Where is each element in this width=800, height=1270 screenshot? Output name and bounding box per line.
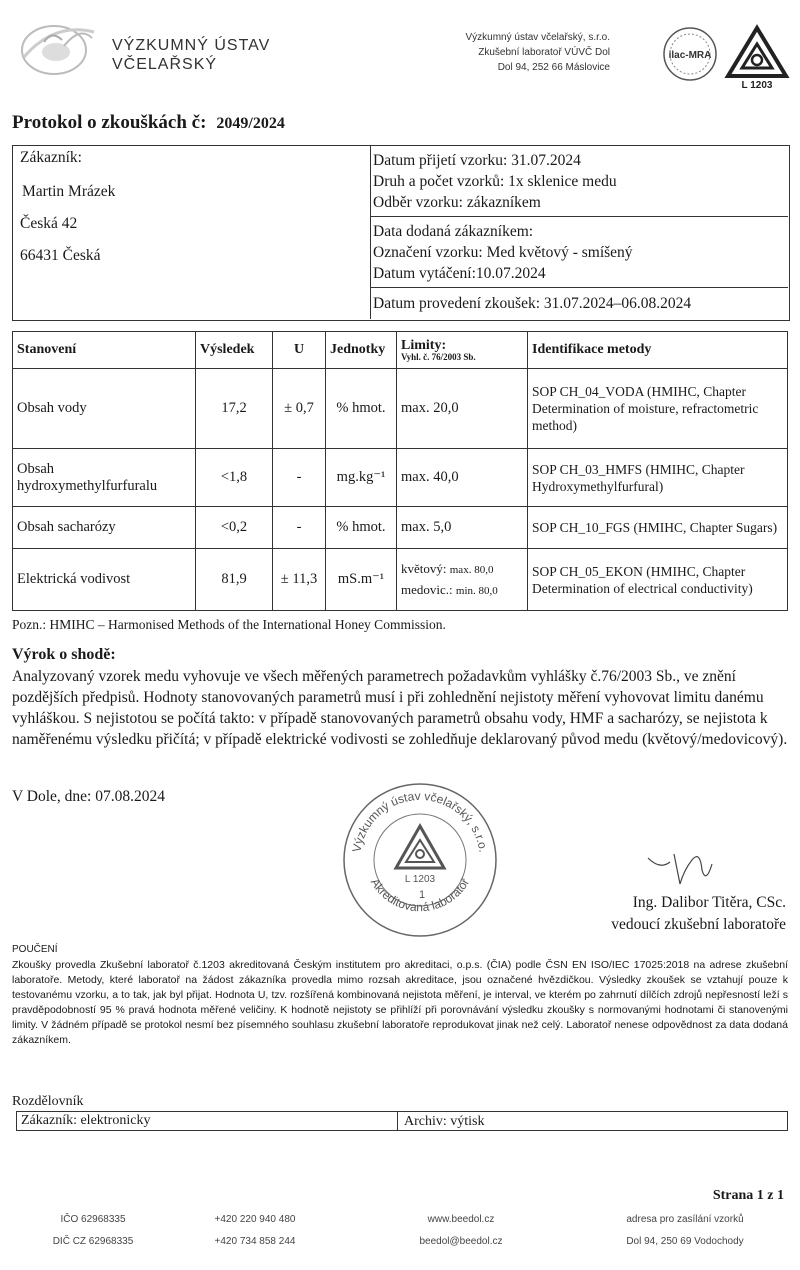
customer-panel [12,145,371,319]
stamp-digit: 1 [418,889,426,901]
row-result: <1,8 [196,449,273,507]
handwritten-signature [640,840,730,890]
footer-ids [48,1209,138,1253]
customer-city: 66431 Česká [20,247,101,264]
footer-phone1: +420 220 940 480 [214,1214,296,1225]
table-header-row [13,332,788,369]
instruction-heading: POUČENÍ [12,944,58,955]
divider [371,287,788,288]
row-limit: max. 20,0 [397,369,528,449]
header-unit: Jednotky [326,332,397,369]
table-note: Pozn.: HMIHC – Harmonised Methods of the International Honey Commission. [12,617,446,632]
customer-data-label: Data dodaná zákazníkem: [373,223,534,240]
distribution-customer: Zákazník: elektronicky [21,1113,151,1128]
results-table [12,331,788,611]
accreditation-number: L 1203 [741,80,773,90]
customer-street: Česká 42 [20,215,78,232]
row-limit [397,549,528,611]
customer-data [373,221,786,284]
header-limit-label: Limity: [401,337,447,353]
footer-dic: DIČ CZ 62968335 [52,1236,134,1247]
row-unit: mg.kg⁻¹ [326,449,397,507]
sample-marking: Označení vzorku: Med květový - smíšený [373,244,633,261]
place-date: V Dole, dne: 07.08.2024 [12,788,165,805]
row-limit: max. 5,0 [397,507,528,549]
org-name-line2: VČELAŘSKÝ [112,56,218,73]
ilac-label: ilac-MRA [668,50,712,61]
row-method: SOP CH_05_EKON (HMIHC, Chapter Determination of electrical conductivity) [528,549,788,611]
distribution-heading: Rozdělovník [12,1094,84,1109]
signatory-name: Ing. Dalibor Titěra, CSc. [632,894,786,911]
row-param: Obsah sacharózy [13,507,196,549]
organization-address [420,30,610,75]
header-param: Stanovení [13,332,196,369]
svg-text:Výzkumný ústav včelařský, s.r. [350,789,491,853]
table-row [13,507,788,549]
footer-website[interactable]: www.beedol.cz [427,1214,495,1225]
extraction-date: Datum vytáčení:10.07.2024 [373,265,546,282]
row-param: Obsah vody [13,369,196,449]
footer-phones [200,1209,310,1253]
row-result: <0,2 [196,507,273,549]
divider [371,216,788,217]
row-u: - [273,449,326,507]
header-u: U [273,332,326,369]
addr-line1: Výzkumný ústav včelařský, s.r.o. [465,32,610,43]
ilac-mra-logo [662,26,718,82]
stamp-number: L 1203 [404,874,436,885]
verdict-heading: Výrok o shodě: [12,646,116,663]
table-row [13,549,788,611]
header-result: Výsledek [196,332,273,369]
footer-ico: IČO 62968335 [60,1214,126,1225]
footer-email[interactable]: beedol@beedol.cz [419,1236,503,1247]
stamp-lab-text: Akreditovaná laboratoř [367,875,473,915]
page-number: Strana 1 z 1 [712,1188,784,1203]
row-u: ± 0,7 [273,369,326,449]
distribution-archive: Archiv: výtisk [397,1112,485,1130]
organization-name [112,36,270,74]
limit-honeydew-value: min. 80,0 [455,584,498,597]
row-method: SOP CH_10_FGS (HMIHC, Chapter Sugars) [528,507,788,549]
verdict-text: Analyzovaný vzorek medu vyhovuje ve všech měřených parametrech požadavkům vyhlášky č.76/2003 Sb., ve znění pozdějších předpisů. Hodnoty stanovovaných parametrů musí i při zohlednění nejistoty měření vyhovovat limitu danému vyhláškou. S nejistotou se počítá takto: v případě stanovovaných parametrů obsahu vody, HMF a sacharózy, se nejistota k naměřenému výsledku přičítá; v případě elektrické vodivosti se zohledňuje deklarovaný původ medu (květový/medovicový). [12,668,788,748]
limit-flower [401,559,523,580]
signatory-block [540,892,786,936]
org-name-line1: VÝZKUMNÝ ÚSTAV [112,37,271,54]
accreditation-logo [724,24,790,90]
footer-web [396,1209,526,1253]
protocol-title [12,112,285,134]
row-unit: % hmot. [326,507,397,549]
limit-honeydew-label: medovic.: [401,581,453,597]
row-u: ± 11,3 [273,549,326,611]
row-limit: max. 40,0 [397,449,528,507]
test-period: Datum provedení zkoušek: 31.07.2024–06.08.2024 [373,295,692,312]
signatory-role: vedoucí zkušební laboratoře [611,916,786,933]
addr-line3: Dol 94, 252 66 Máslovice [497,62,610,73]
footer-post [590,1209,780,1253]
protocol-label: Protokol o zkouškách č: [12,112,207,133]
instruction-text: Zkoušky provedla Zkušební laboratoř č.1203 akreditovaná Českým institutem pro akreditaci, o.p.s. (ČIA) podle ČSN EN ISO/IEC 17025:2018 na adrese zkušební laboratoře. Metody, které laboratoř na žádost zákazníka provedla mimo rozsah akreditace, jsou označené hvězdičkou. Výsledky zkoušek se vztahují pouze k testovanému vzorku, a to tak, jak byl přijat. Hodnota U, tzv. rozšířená kombinovaná nejistota měření, je interval, ve kterém po zahrnutí dílčích zdrojů nepřesností leží s pravděpodobností 95 % pravá hodnota měřené veličiny. K hodnotě nejistoty se přihlíží při porovnávání výsledku zkoušky s normovanými hodnotami či stanovenými limity. V žádném případě se protokol nesmí bez písemného souhlasu zkušební laboratoře reprodukovat jinak než celý. Laboratoř nenese odpovědnost za data dodaná zákazníkem. [12,959,788,1046]
footer-post-addr: Dol 94, 250 69 Vodochody [626,1236,744,1247]
sample-received: Datum přijetí vzorku: 31.07.2024 [373,152,581,169]
header-limit [397,332,528,369]
footer-post-label: adresa pro zasílání vzorků [626,1214,744,1225]
limit-flower-label: květový: [401,560,447,576]
table-row [13,369,788,449]
protocol-number: 2049/2024 [216,115,285,132]
sample-info [373,150,786,213]
header-method: Identifikace metody [528,332,788,369]
row-param: Elektrická vodivost [13,549,196,611]
customer-label: Zákazník: [20,149,82,166]
limit-honeydew [401,580,523,601]
sample-collection: Odběr vzorku: zákazníkem [373,194,541,211]
stamp-ring-text: Výzkumný ústav včelařský, s.r.o. [349,788,491,854]
row-unit: mS.m⁻¹ [326,549,397,611]
footer-phone2: +420 734 858 244 [214,1236,296,1247]
institute-logo [14,12,104,82]
row-result: 17,2 [196,369,273,449]
limit-flower-value: max. 80,0 [449,563,494,576]
row-u: - [273,507,326,549]
table-row [13,449,788,507]
row-method: SOP CH_04_VODA (HMIHC, Chapter Determination of moisture, refractometric method) [528,369,788,449]
row-result: 81,9 [196,549,273,611]
addr-line2: Zkušební laboratoř VÚVČ Dol [478,47,610,58]
header-limit-sub: Vyhl. č. 76/2003 Sb. [401,351,476,362]
row-method: SOP CH_03_HMFS (HMIHC, Chapter Hydroxymethylfurfural) [528,449,788,507]
sample-type-count: Druh a počet vzorků: 1x sklenice medu [373,173,617,190]
laboratory-stamp [340,780,500,940]
customer-name: Martin Mrázek [22,183,116,200]
row-unit: % hmot. [326,369,397,449]
row-param: Obsah hydroxymethylfurfuralu [13,449,196,507]
distribution-box [16,1111,788,1131]
